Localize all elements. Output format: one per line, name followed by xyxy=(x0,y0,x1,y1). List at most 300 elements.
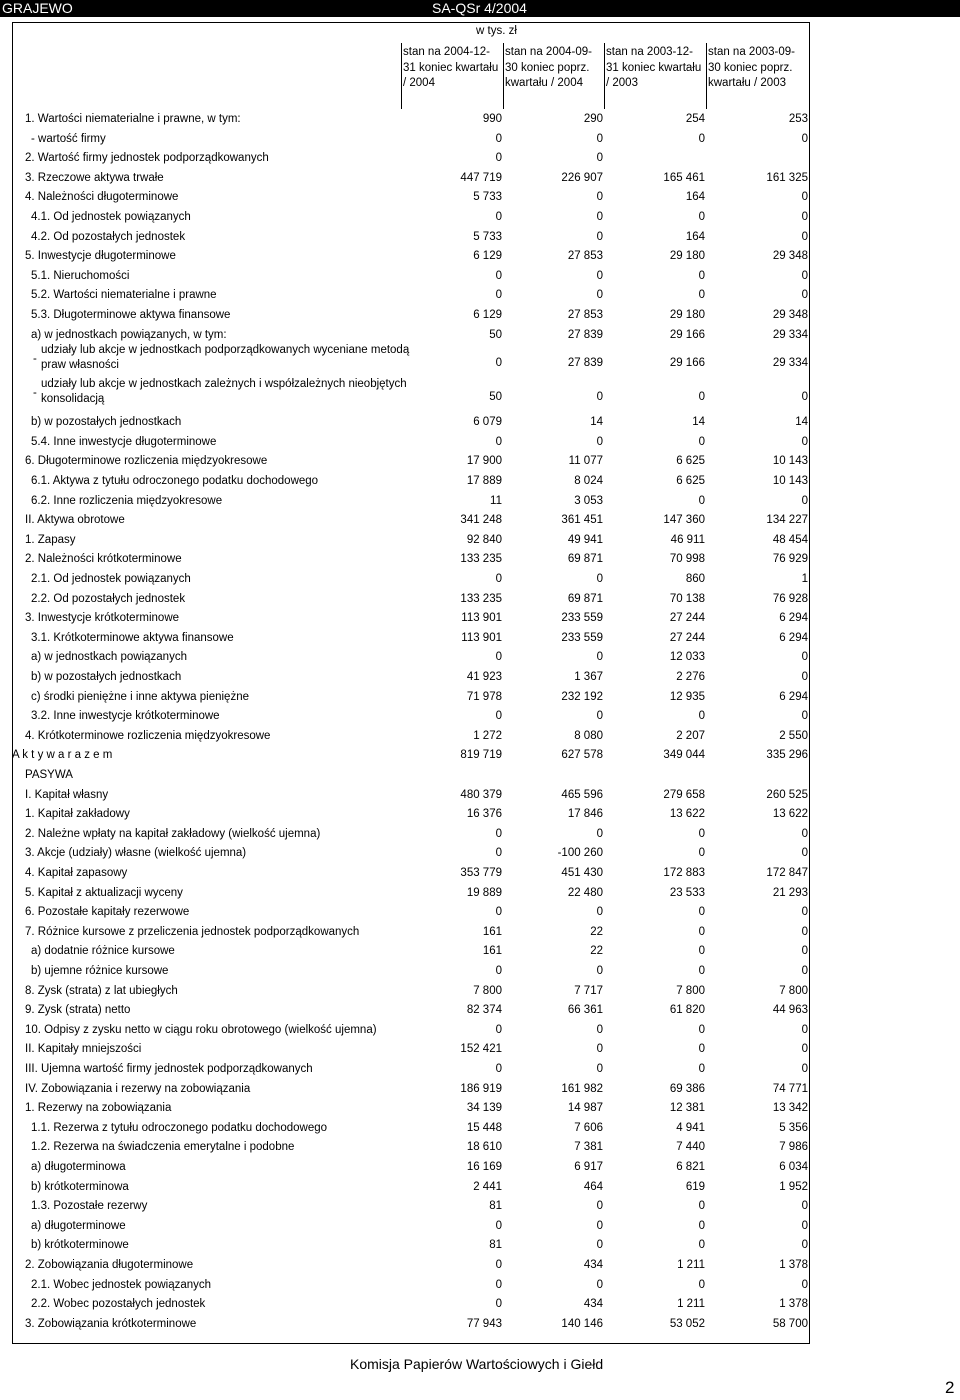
row-value-col-3: 0 xyxy=(698,1023,705,1036)
row-value-col-3: 349 044 xyxy=(663,749,705,762)
row-value-col-1: 0 xyxy=(495,1023,502,1036)
table-row xyxy=(0,942,810,962)
table-row xyxy=(0,208,810,228)
row-label: 4.1. Od jednostek powiązanych xyxy=(31,211,191,223)
row-value-col-4: 29 348 xyxy=(772,309,808,321)
row-value-col-2: 0 xyxy=(596,573,603,585)
row-label: b) krótkoterminowa xyxy=(31,1180,129,1193)
row-value-col-4: 29 334 xyxy=(772,328,808,341)
row-value-col-4: 1 xyxy=(801,573,808,585)
table-row xyxy=(0,746,810,766)
table-row xyxy=(0,188,810,208)
row-value-col-4: 48 454 xyxy=(772,533,808,546)
row-label: 4.2. Od pozostałych jednostek xyxy=(31,230,186,243)
row-label: 2. Należności krótkoterminowe xyxy=(25,553,182,566)
table-row xyxy=(0,805,810,825)
table-row xyxy=(0,844,810,864)
row-value-col-2: 434 xyxy=(583,1298,603,1311)
row-value-col-3: 279 658 xyxy=(663,788,705,801)
row-value-col-1: 6 129 xyxy=(473,250,502,263)
row-value-col-3: 0 xyxy=(698,847,705,860)
row-label: 2.1. Od jednostek powiązanych xyxy=(31,573,191,585)
row-value-col-3: 2 276 xyxy=(676,671,705,683)
row-label: 10. Odpisy z zysku netto w ciągu roku obrotowego (wielkość ujemna) xyxy=(25,1023,377,1036)
row-value-col-2: 27 853 xyxy=(567,309,603,321)
row-value-col-1: 152 421 xyxy=(460,1043,502,1056)
table-row xyxy=(0,590,810,610)
row-value-col-3: 7 440 xyxy=(676,1141,705,1154)
row-label: 1. Kapitał zakładowy xyxy=(25,808,130,821)
row-label: 3.2. Inne inwestycje krótkoterminowe xyxy=(31,710,220,723)
row-value-col-3: 0 xyxy=(698,391,705,404)
table-row xyxy=(0,550,810,570)
row-value-col-4: 2 550 xyxy=(779,729,808,742)
row-label: PASYWA xyxy=(25,769,73,781)
row-value-col-1: 113 901 xyxy=(461,612,502,625)
row-value-col-2: 0 xyxy=(596,1063,603,1075)
row-value-col-3: 29 180 xyxy=(669,250,705,263)
row-value-col-1: 0 xyxy=(495,152,502,165)
row-value-col-4: 0 xyxy=(801,847,808,860)
table-row xyxy=(0,1178,810,1198)
table-row xyxy=(0,825,810,845)
row-value-col-4: 0 xyxy=(801,191,808,204)
row-value-col-3: 0 xyxy=(698,435,705,448)
row-value-col-1: 113 901 xyxy=(461,631,502,644)
row-value-col-4: 6 294 xyxy=(779,612,808,625)
row-value-col-2: 69 871 xyxy=(567,553,603,566)
row-label: c) środki pieniężne i inne aktywa pieniężne xyxy=(31,690,249,703)
row-value-col-3: 0 xyxy=(698,1063,705,1075)
row-value-col-2: 27 853 xyxy=(567,250,603,263)
row-value-col-4: 0 xyxy=(801,1200,808,1213)
row-value-col-2: 7 717 xyxy=(574,984,603,997)
row-value-col-1: 17 889 xyxy=(466,475,502,487)
row-value-col-2: 22 xyxy=(590,945,603,958)
row-value-col-2: 0 xyxy=(596,152,603,165)
table-row xyxy=(0,1236,810,1256)
row-value-col-1: 0 xyxy=(495,435,502,448)
row-label: a) w jednostkach powiązanych xyxy=(31,651,187,664)
table-row xyxy=(0,648,810,668)
row-value-col-3: 1 211 xyxy=(677,1298,705,1311)
row-value-col-3: 0 xyxy=(698,289,705,302)
row-value-col-4: 172 847 xyxy=(766,867,808,879)
row-value-col-3: 0 xyxy=(698,211,705,223)
table-row xyxy=(0,570,810,590)
column-header-3: stan na 2003-12-31 koniec kwartału / 2003 xyxy=(606,46,702,89)
table-row xyxy=(0,110,810,130)
row-value-col-2: 22 xyxy=(590,925,603,938)
row-value-col-2: 434 xyxy=(583,1259,603,1271)
row-value-col-1: 480 379 xyxy=(460,788,502,801)
row-value-col-4: 29 334 xyxy=(772,357,808,370)
table-row xyxy=(0,286,810,306)
row-value-col-2: 8 024 xyxy=(574,475,603,487)
table-row xyxy=(0,379,810,413)
row-value-col-2: 233 559 xyxy=(561,612,603,625)
row-value-col-2: 0 xyxy=(596,191,603,204)
row-label: b) krótkoterminowe xyxy=(31,1239,129,1252)
row-value-col-1: 0 xyxy=(495,1278,502,1291)
row-label: 6. Długoterminowe rozliczenia międzyokresowe xyxy=(25,455,268,468)
row-value-col-1: 77 943 xyxy=(466,1317,502,1330)
table-row xyxy=(0,766,810,786)
row-value-col-4: 14 xyxy=(795,416,808,429)
table-row xyxy=(0,228,810,248)
table-row xyxy=(0,130,810,150)
row-value-col-4: 0 xyxy=(801,211,808,223)
row-value-col-4: 7 800 xyxy=(779,984,808,997)
row-value-col-4: 0 xyxy=(801,1278,808,1291)
table-row xyxy=(0,306,810,326)
row-value-col-2: 0 xyxy=(596,230,603,243)
row-value-col-4: 0 xyxy=(801,925,808,938)
column-header-1: stan na 2004-12-31 koniec kwartału / 2004 xyxy=(403,46,499,89)
row-value-col-2: 0 xyxy=(596,827,603,840)
row-value-col-1: 1 272 xyxy=(473,729,502,742)
row-value-col-4: 21 293 xyxy=(772,886,808,899)
column-header-4: stan na 2003-09-30 koniec poprz. kwartału / 2003 xyxy=(708,46,795,89)
form-code: SA-QSr 4/2004 xyxy=(432,0,527,16)
row-label: 3.1. Krótkoterminowe aktywa finansowe xyxy=(31,631,234,644)
row-label: 1. Rezerwy na zobowiązania xyxy=(25,1102,172,1115)
row-label: 5. Inwestycje długoterminowe xyxy=(25,250,176,263)
row-value-col-3: 70 998 xyxy=(669,553,705,566)
row-value-col-2: 27 839 xyxy=(567,328,603,341)
row-value-col-2: 0 xyxy=(596,435,603,448)
row-value-col-1: 161 xyxy=(482,925,502,938)
row-value-col-3: 29 180 xyxy=(669,309,705,321)
row-label: 3. Akcje (udziały) własne (wielkość ujemna) xyxy=(25,847,247,860)
row-value-col-3: 12 935 xyxy=(669,690,705,703)
row-value-col-4: 29 348 xyxy=(772,250,808,263)
row-value-col-1: 0 xyxy=(495,1219,502,1232)
row-value-col-2: 0 xyxy=(596,289,603,302)
row-value-col-3: 0 xyxy=(698,1200,705,1213)
row-value-col-2: 0 xyxy=(596,906,603,919)
footer-text: Komisja Papierów Wartościowych i Giełd xyxy=(350,1356,604,1372)
row-value-col-2: 451 430 xyxy=(561,867,603,879)
row-value-col-3: 29 166 xyxy=(669,357,705,370)
row-value-col-3: 254 xyxy=(685,113,705,125)
row-label: b) ujemne różnice kursowe xyxy=(31,965,169,977)
row-value-col-2: 0 xyxy=(596,710,603,723)
row-value-col-3: 13 622 xyxy=(669,808,705,821)
row-value-col-1: 133 235 xyxy=(460,553,502,566)
row-value-col-2: 0 xyxy=(596,1239,603,1252)
row-value-col-3: 164 xyxy=(685,230,705,243)
row-label: 9. Zysk (strata) netto xyxy=(25,1004,131,1017)
row-value-col-4: 335 296 xyxy=(766,749,808,762)
row-value-col-3: 619 xyxy=(685,1180,705,1193)
row-value-col-4: 10 143 xyxy=(772,475,808,487)
row-value-col-4: 161 325 xyxy=(766,171,808,184)
row-value-col-2: -100 260 xyxy=(557,847,603,860)
row-value-col-3: 0 xyxy=(698,269,705,282)
table-row xyxy=(0,609,810,629)
row-value-col-1: 161 xyxy=(482,945,502,958)
row-value-col-1: 19 889 xyxy=(466,886,502,899)
table-row xyxy=(0,864,810,884)
table-row xyxy=(0,982,810,1002)
row-value-col-4: 0 xyxy=(801,230,808,243)
row-label: b) w pozostałych jednostkach xyxy=(31,416,182,429)
row-value-col-3: 6 821 xyxy=(676,1161,705,1173)
row-value-col-2: 0 xyxy=(596,651,603,664)
row-value-col-3: 0 xyxy=(698,494,705,507)
row-value-col-1: 6 079 xyxy=(473,416,502,429)
row-value-col-4: 0 xyxy=(801,1219,808,1232)
row-value-col-1: 353 779 xyxy=(460,867,502,879)
row-label: 2.1. Wobec jednostek powiązanych xyxy=(31,1278,212,1291)
row-label: 4. Kapitał zapasowy xyxy=(25,867,128,879)
row-label: 1.2. Rezerwa na świadczenia emerytalne i podobne xyxy=(31,1141,295,1154)
table-row xyxy=(0,1040,810,1060)
row-value-col-3: 29 166 xyxy=(669,328,705,341)
row-value-col-4: 7 986 xyxy=(779,1141,808,1154)
row-label: 2. Zobowiązania długoterminowe xyxy=(25,1259,194,1271)
row-value-col-1: 0 xyxy=(495,710,502,723)
table-row xyxy=(0,247,810,267)
row-label: 1.3. Pozostałe rezerwy xyxy=(31,1200,148,1213)
table-row xyxy=(0,433,810,453)
row-value-col-1: 6 129 xyxy=(473,309,502,321)
table-row xyxy=(0,345,810,379)
row-value-col-4: 0 xyxy=(801,651,808,664)
row-label: udziały lub akcje w jednostkach podporządkowanych wyceniane metodą praw własności xyxy=(41,344,410,372)
row-value-col-3: 14 xyxy=(692,416,705,429)
row-value-col-1: 0 xyxy=(495,289,502,302)
row-value-col-1: 50 xyxy=(489,328,502,341)
table-row xyxy=(0,884,810,904)
row-value-col-2: 27 839 xyxy=(567,357,603,370)
row-value-col-1: 11 xyxy=(490,494,502,507)
row-label: a) długoterminowe xyxy=(31,1219,126,1232)
row-value-col-3: 147 360 xyxy=(663,514,705,527)
row-value-col-4: 74 771 xyxy=(772,1082,808,1095)
row-value-col-3: 46 911 xyxy=(670,533,705,546)
row-value-col-3: 69 386 xyxy=(669,1082,705,1095)
row-value-col-3: 61 820 xyxy=(669,1004,705,1017)
row-label: a) w jednostkach powiązanych, w tym: xyxy=(31,328,227,341)
row-value-col-4: 6 034 xyxy=(779,1161,808,1173)
row-value-col-4: 1 952 xyxy=(779,1180,808,1193)
row-value-col-3: 2 207 xyxy=(676,729,705,742)
row-value-col-4: 0 xyxy=(801,827,808,840)
row-value-col-2: 464 xyxy=(583,1180,603,1193)
row-label: 1. Zapasy xyxy=(25,533,76,546)
row-value-col-2: 1 367 xyxy=(574,671,603,683)
row-value-col-4: 0 xyxy=(801,391,808,404)
row-value-col-3: 6 625 xyxy=(676,455,705,468)
table-row xyxy=(0,1158,810,1178)
row-label: a) dodatnie różnice kursowe xyxy=(31,945,175,958)
table-row xyxy=(0,688,810,708)
table-row xyxy=(0,786,810,806)
row-value-col-3: 1 211 xyxy=(677,1259,705,1271)
row-value-col-4: 0 xyxy=(801,435,808,448)
row-value-col-1: 17 900 xyxy=(466,455,502,468)
table-row xyxy=(0,1060,810,1080)
row-value-col-4: 13 622 xyxy=(772,808,808,821)
row-label: - wartość firmy xyxy=(31,132,106,145)
column-header-2: stan na 2004-09-30 koniec poprz. kwartału / 2004 xyxy=(505,46,592,89)
row-label: a) długoterminowa xyxy=(31,1161,126,1173)
table-row xyxy=(0,452,810,472)
row-value-col-3: 27 244 xyxy=(669,631,705,644)
table-row xyxy=(0,413,810,433)
row-value-col-2: 11 077 xyxy=(568,455,603,468)
table-row xyxy=(0,267,810,287)
row-value-col-4: 0 xyxy=(801,1239,808,1252)
table-row xyxy=(0,511,810,531)
row-value-col-3: 23 533 xyxy=(669,886,705,899)
row-label: 5.4. Inne inwestycje długoterminowe xyxy=(31,435,217,448)
row-value-col-1: 82 374 xyxy=(466,1004,502,1017)
row-value-col-4: 1 378 xyxy=(779,1298,808,1311)
table-row xyxy=(0,169,810,189)
row-value-col-3: 0 xyxy=(698,925,705,938)
table-row xyxy=(0,1276,810,1296)
row-value-col-1: 5 733 xyxy=(473,191,502,204)
row-value-col-1: 0 xyxy=(495,847,502,860)
row-value-col-3: 53 052 xyxy=(669,1317,705,1330)
row-value-col-2: 0 xyxy=(596,132,603,145)
row-value-col-4: 76 929 xyxy=(772,553,808,566)
row-value-col-2: 0 xyxy=(596,1278,603,1291)
row-value-col-1: 0 xyxy=(495,1298,502,1311)
row-value-col-2: 627 578 xyxy=(561,749,603,762)
row-value-col-3: 0 xyxy=(698,132,705,145)
row-value-col-3: 27 244 xyxy=(669,612,705,625)
row-label: 5.1. Nieruchomości xyxy=(31,269,130,282)
row-label: I. Kapitał własny xyxy=(25,788,109,801)
row-value-col-1: 0 xyxy=(495,1259,502,1271)
table-row xyxy=(0,1197,810,1217)
table-row xyxy=(0,1080,810,1100)
row-label: udziały lub akcje w jednostkach zależnych i współzależnych nieobjętych konsolidacją xyxy=(41,378,407,406)
row-value-col-3: 172 883 xyxy=(663,867,705,879)
row-value-col-2: 7 606 xyxy=(574,1121,603,1134)
row-label: A k t y w a r a z e m xyxy=(12,749,113,762)
row-value-col-2: 0 xyxy=(596,391,603,404)
row-value-col-4: 260 525 xyxy=(766,788,808,801)
row-value-col-3: 0 xyxy=(698,1239,705,1252)
row-label: 4. Krótkoterminowe rozliczenia międzyokresowe xyxy=(25,729,271,742)
row-value-col-4: 0 xyxy=(801,289,808,302)
table-row xyxy=(0,1295,810,1315)
row-value-col-2: 0 xyxy=(596,211,603,223)
row-value-col-1: 41 923 xyxy=(466,671,502,683)
row-value-col-1: 0 xyxy=(495,132,502,145)
row-value-col-1: 34 139 xyxy=(466,1102,502,1115)
row-value-col-3: 0 xyxy=(698,945,705,958)
row-value-col-3: 12 033 xyxy=(669,651,705,664)
row-value-col-2: 14 xyxy=(590,416,603,429)
page-number: 2 xyxy=(945,1378,955,1397)
row-value-col-2: 226 907 xyxy=(561,171,603,184)
row-value-col-1: 50 xyxy=(489,391,502,404)
row-value-col-1: 7 800 xyxy=(473,984,502,997)
table-row xyxy=(0,1021,810,1041)
row-value-col-1: 0 xyxy=(495,1063,502,1075)
row-value-col-2: 3 053 xyxy=(574,494,603,507)
row-value-col-2: 69 871 xyxy=(567,592,603,605)
row-value-col-2: 0 xyxy=(596,1200,603,1213)
row-value-col-1: 341 248 xyxy=(460,514,502,527)
row-value-col-2: 465 596 xyxy=(561,788,603,801)
row-value-col-3: 0 xyxy=(698,1219,705,1232)
row-value-col-1: 0 xyxy=(495,211,502,223)
row-dash: - xyxy=(33,353,37,366)
row-value-col-4: 1 378 xyxy=(779,1259,808,1271)
table-row xyxy=(0,472,810,492)
row-value-col-4: 6 294 xyxy=(779,631,808,644)
row-value-col-4: 0 xyxy=(801,132,808,145)
row-label: 5.3. Długoterminowe aktywa finansowe xyxy=(31,309,231,321)
row-value-col-1: 0 xyxy=(495,906,502,919)
row-value-col-1: 5 733 xyxy=(473,230,502,243)
table-row xyxy=(0,492,810,512)
row-value-col-1: 16 376 xyxy=(466,808,502,821)
row-value-col-2: 8 080 xyxy=(574,729,603,742)
row-value-col-3: 0 xyxy=(698,965,705,977)
row-value-col-3: 0 xyxy=(698,710,705,723)
row-value-col-1: 92 840 xyxy=(466,533,502,546)
row-label: 1. Wartości niematerialne i prawne, w tym: xyxy=(25,113,241,125)
row-value-col-3: 12 381 xyxy=(669,1102,705,1115)
row-value-col-3: 70 138 xyxy=(669,592,705,605)
table-row xyxy=(0,727,810,747)
row-value-col-3: 0 xyxy=(698,827,705,840)
row-value-col-1: 0 xyxy=(495,965,502,977)
row-label: 2. Należne wpłaty na kapitał zakładowy (wielkość ujemna) xyxy=(25,827,321,840)
row-label: 3. Zobowiązania krótkoterminowe xyxy=(25,1317,197,1330)
table-row xyxy=(0,1099,810,1119)
row-value-col-1: 0 xyxy=(495,827,502,840)
table-row xyxy=(0,1001,810,1021)
row-label: 7. Różnice kursowe z przeliczenia jednostek podporządkowanych xyxy=(25,925,360,938)
row-value-col-1: 0 xyxy=(495,651,502,664)
table-row xyxy=(0,1119,810,1139)
row-value-col-3: 164 xyxy=(685,191,705,204)
row-value-col-1: 0 xyxy=(495,573,502,585)
row-value-col-3: 0 xyxy=(698,1278,705,1291)
row-label: 1.1. Rezerwa z tytułu odroczonego podatku dochodowego xyxy=(31,1121,328,1134)
row-value-col-1: 71 978 xyxy=(466,690,502,703)
row-label: b) w pozostałych jednostkach xyxy=(31,671,182,683)
row-value-col-4: 0 xyxy=(801,671,808,683)
row-value-col-2: 7 381 xyxy=(574,1141,603,1154)
row-value-col-2: 22 480 xyxy=(567,886,603,899)
row-value-col-1: 16 169 xyxy=(466,1161,502,1173)
row-value-col-2: 161 982 xyxy=(561,1082,603,1095)
row-value-col-1: 133 235 xyxy=(460,592,502,605)
row-label: III. Ujemna wartość firmy jednostek podporządkowanych xyxy=(25,1063,313,1075)
row-value-col-2: 233 559 xyxy=(561,631,603,644)
row-value-col-1: 81 xyxy=(489,1239,502,1252)
row-value-col-4: 76 928 xyxy=(772,592,808,605)
row-value-col-3: 860 xyxy=(685,573,705,585)
row-value-col-2: 14 987 xyxy=(567,1102,603,1115)
row-value-col-2: 17 846 xyxy=(567,808,603,821)
row-value-col-2: 361 451 xyxy=(561,514,603,527)
table-row xyxy=(0,149,810,169)
row-value-col-1: 0 xyxy=(495,357,502,370)
row-value-col-1: 0 xyxy=(495,269,502,282)
table-row xyxy=(0,629,810,649)
